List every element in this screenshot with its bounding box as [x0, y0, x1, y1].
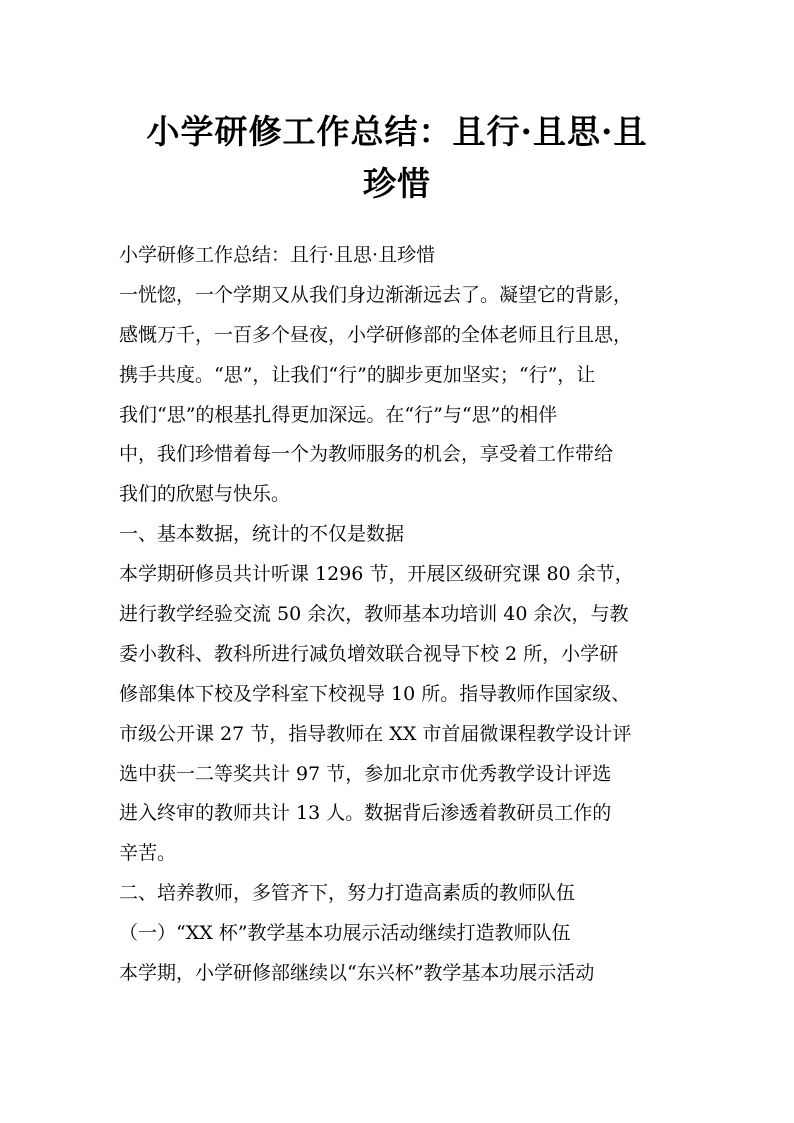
paragraph-line: 我们的欣慰与快乐。	[119, 483, 291, 506]
title-line: 小学研修工作总结：且行·且思·且	[146, 112, 648, 151]
paragraph-line: 我们“思”的根基扎得更加深远。在“行”与“思”的相伴	[119, 403, 558, 426]
paragraph-line: 辛苦。	[119, 842, 177, 865]
paragraph-line: 委小教科、教科所进行减负增效联合视导下校 2 所，小学研	[119, 642, 619, 665]
document-title	[100, 106, 694, 210]
paragraph-line: 本学期研修员共计听课 1296 节，开展区级研究课 80 余节，	[119, 563, 634, 586]
paragraph-line: 选中获一二等奖共计 97 节，参加北京市优秀教学设计评选	[119, 762, 612, 785]
subtitle-line: 小学研修工作总结：且行·且思·且珍惜	[119, 244, 436, 266]
paragraph-line: 本学期，小学研修部继续以“东兴杯”教学基本功展示活动	[119, 962, 595, 985]
paragraph-line: 修部集体下校及学科室下校视导 10 所。指导教师作国家级、	[119, 682, 631, 705]
paragraph-line: 进入终审的教师共计 13 人。数据背后渗透着教研员工作的	[119, 802, 612, 825]
section-heading: 一、基本数据，统计的不仅是数据	[119, 523, 405, 546]
paragraph-line: 感慨万千，一百多个昼夜，小学研修部的全体老师且行且思，	[119, 323, 633, 346]
paragraph-line: 市级公开课 27 节，指导教师在 XX 市首届微课程教学设计评	[119, 722, 632, 745]
subsection-heading: （一）“XX 杯”教学基本功展示活动继续打造教师队伍	[119, 922, 571, 945]
paragraph-line: 中，我们珍惜着每一个为教师服务的机会，享受着工作带给	[119, 443, 614, 466]
paragraph-line: 一恍惚，一个学期又从我们身边渐渐远去了。凝望它的背影，	[119, 283, 633, 306]
document-body	[119, 236, 694, 994]
section-heading: 二、培养教师，多管齐下，努力打造高素质的教师队伍	[119, 882, 576, 905]
paragraph-line: 携手共度。“思”，让我们“行”的脚步更加坚实；“行”，让	[119, 363, 596, 386]
paragraph-line: 进行教学经验交流 50 余次，教师基本功培训 40 余次，与教	[119, 603, 629, 626]
title-line: 珍惜	[363, 164, 431, 203]
